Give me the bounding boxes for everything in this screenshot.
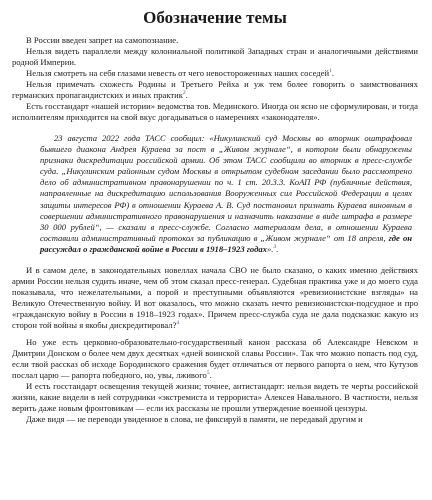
paragraph-8: И есть госстандарт освещения текущей жизни; точнее, антистандарт: нельзя видеть те черты российской жизни, какие видели в ней сотрудники «экстремиста и террориста» Алексея Навального. В частности, нельзя верить даже новым фронтовикам — если их рассказы не прошли утверждение военной цензуры. — [12, 381, 418, 414]
paragraph-1: В России введен запрет на самопознание. — [26, 35, 179, 45]
page-title: Обозначение темы — [143, 8, 287, 27]
footnote-ref-2[interactable]: 2 — [182, 90, 186, 97]
paragraph-9: Даже видя — не переводи увиденное в слова, не фиксируй в памяти, не передавай другим и — [26, 414, 363, 425]
paragraph-2: Нельзя видеть параллели между колониальной политикой Западных стран и аналогичными действиями родной Империи. — [12, 46, 418, 67]
paragraph-5: Есть госстандарт «нашей истории» ведомства тов. Мединского. Иногда он ясно не сформулирован, и тогда исполнителям приходится на свой вкус догадываться о намерениях «законодателя». — [12, 101, 418, 122]
block-quote: 23 августа 2022 года ТАСС сообщил: «Никулинский суд Москвы во вторник оштрафовал бывшего диакона Андрея Кураева за пост в „Живом журнале“, в котором были обнаружены признаки дискредитации российской армии. Об этом ТАСС сообщили во вторник в пресс-службе суда. „Никулинским районным судом Москвы в открытом судебном заседании было рассмотрено дело об административном правонарушении по ч. 1 ст. 20.3.3. КоАП РФ (публичные действия, направленные на дискредитацию использования Вооруженных сил Российской Федерации в целях защиты интересов РФ) в отношении Кураева А. В. Суд постановил признать Кураева виновным в совершении административного правонарушения и назначить наказание в виде штрафа в размере 30 000 рублей“, — сказали в пресс-службе. Согласно материалам дела, в отношении Кураева составили административный протокол за публикацию в „Живом журнале“ от 18 апреля, где он рассуждал о гражданской войне в России в 1918–1923 годах».$^3$. — [40, 133, 413, 254]
paragraph-4: Нельзя примечать схожесть Родины и Третьего Рейха и уж тем более говорить о заимствованиях германских пропагандистских и иных практик$^2$. — [12, 79, 418, 100]
footnote-ref-3[interactable]: 3 — [273, 244, 277, 251]
paragraph-7: Но уже есть церковно-образовательно-государственный канон рассказа об Александре Невском и Дмитрии Донском о более чем двух десятках «дней воинской славы России». Так что можно попасть под суд, если твой рассказ об исходе Бородинского сражения будет отличаться от первого рапорта о нем, что Кутузов послал царю — рапорта победного, но, увы, лживого$^5$. — [12, 337, 418, 381]
quote-bold-fragment: где он рассуждал о гражданской войне в России в 1918–1923 годах — [40, 232, 413, 254]
footnote-ref-5[interactable]: 5 — [206, 370, 210, 377]
footnote-ref-4[interactable]: 4 — [176, 320, 180, 327]
paragraph-3: Нельзя смотреть на себя глазами невесть от чего невостороженных наших соседей$^1$. — [26, 68, 334, 78]
paragraph-6: И в самом деле, в законодательных новеллах начала СВО не было сказано, о каких именно действиях армии России нельзя судить иначе, чем об этом сказал пресс-генерал. Судебная практика уже и до моего суда показывала, что нежелательными, а порой и преступными объявляются «ревизионистские взгляды» на Великую Отечественную войну. И вот оказалось, что можно сказать нечто ревизионистски-подсудное и про «гражданскую войну в России в 1918–1923 годах». Причем пресс-служба суда не дала подсказки: какую из сторон той войны я якобы дискредитировал?$^4$ — [12, 265, 418, 331]
footnote-ref-1[interactable]: 1 — [329, 68, 332, 75]
